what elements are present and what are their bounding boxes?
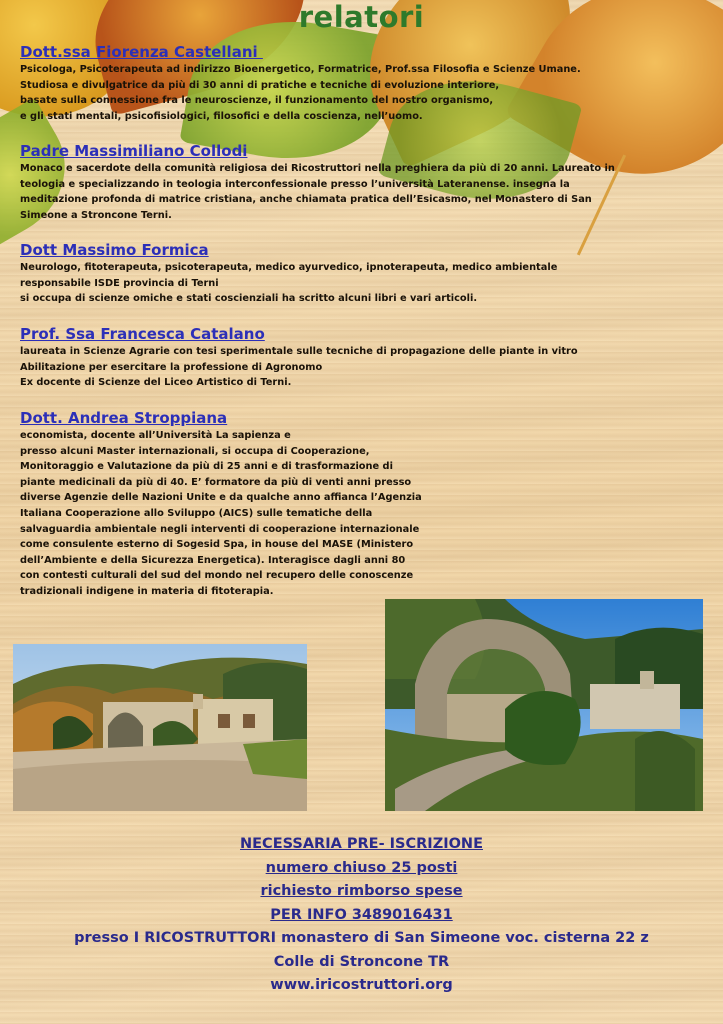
speaker-bio-line: e gli stati mentali, psicofisiologici, filosofici e della coscienza, nell’uomo. xyxy=(20,110,423,122)
info-phone: PER INFO 3489016431 xyxy=(270,906,453,923)
expense-reimbursement: richiesto rimborso spese xyxy=(260,883,463,899)
speaker-bio-line: tradizionali indigene in materia di fitoterapia. xyxy=(20,585,274,597)
speaker-bio-line: Neurologo, fitoterapeuta, psicoterapeuta, medico ayurvedico, ipnoterapeuta, medico ambientale xyxy=(20,262,558,273)
venue-address: presso I RICOSTRUTTORI monastero di San Simeone voc. cisterna 22 z xyxy=(74,930,649,946)
speaker-catalano xyxy=(20,324,578,391)
speaker-bio-line: diverse Agenzie delle Nazioni Unite e da qualche anno affianca l’Agenzia xyxy=(20,492,422,504)
speaker-bio-line: salvaguardia ambientale negli interventi di cooperazione internazionale xyxy=(20,523,420,535)
speaker-bio-line: Ex docente di Scienze del Liceo Artistico di Terni. xyxy=(20,377,292,389)
speaker-bio-line: basate sulla connessione fra le neuroscienze, il funzionamento del nostro organismo, xyxy=(20,95,494,107)
stone-arch-photo-right xyxy=(385,599,703,811)
venue-locality: Colle di Stroncone TR xyxy=(273,953,450,970)
speaker-bio-line: Simeone a Stroncone Terni. xyxy=(20,209,172,221)
speaker-bio-line: Monitoraggio e Valutazione da più di 25 anni e di trasformazione di xyxy=(20,461,393,473)
speaker-stroppiana xyxy=(20,408,422,600)
speaker-bio-line: dell’Ambiente e della Sicurezza Energetica). Interagisce dagli anni 80 xyxy=(20,554,406,566)
page-title: relatori xyxy=(298,0,425,34)
speaker-bio-line: piante medicinali da più di 40. E’ formatore da più di venti anni presso xyxy=(20,476,412,488)
registration-required: NECESSARIA PRE- ISCRIZIONE xyxy=(240,836,483,852)
speaker-bio-line: Psicologa, Psicoterapeuta ad indirizzo Bioenergetico, Formatrice, Prof.ssa Filosofia e Scienze Umane. xyxy=(20,64,581,75)
registration-info xyxy=(0,833,723,998)
speaker-bio-line: responsabile ISDE provincia di Terni xyxy=(20,277,219,289)
speaker-bio-line: si occupa di scienze omiche e stati coscienziali ha scritto alcuni libri e vari articoli. xyxy=(20,293,478,305)
speaker-bio-line: Studiosa e divulgatrice da più di 30 anni di pratiche e tecniche di evoluzione interiore, xyxy=(20,79,500,91)
speaker-formica xyxy=(20,240,557,307)
limited-seats: numero chiuso 25 posti xyxy=(265,859,458,876)
speaker-bio-line: presso alcuni Master internazionali, si occupa di Cooperazione, xyxy=(20,445,370,457)
speaker-bio-line: economista, docente all’Università La sapienza e xyxy=(20,430,291,441)
speaker-castellani xyxy=(20,42,581,124)
speaker-collodi xyxy=(20,141,615,223)
speaker-bio-line: come consulente esterno di Sogesid Spa, in house del MASE (Ministero xyxy=(20,539,414,551)
speaker-bio-line: con contesti culturali del sud del mondo nel recupero delle conoscenze xyxy=(20,570,414,582)
speaker-name: Dott Massimo Formica xyxy=(20,241,209,259)
speaker-bio-line: teologia e specializzando in teologia interconfessionale presso l’università Lateranense. insegna la xyxy=(20,178,570,190)
speaker-name: Dott.ssa Fiorenza Castellani xyxy=(20,43,263,61)
speaker-bio-line: Abilitazione per esercitare la professione di Agronomo xyxy=(20,361,323,373)
monastery-photo-left xyxy=(13,644,307,811)
speaker-bio-line: Monaco e sacerdote della comunità religiosa dei Ricostruttori nella preghiera da più di 20 anni. Laureato in xyxy=(20,163,615,174)
speaker-name: Padre Massimiliano Collodi xyxy=(20,142,248,160)
speaker-bio-line: meditazione profonda di matrice cristiana, anche chiamata pratica dell’Esicasmo, nel Monastero di San xyxy=(20,194,592,206)
speaker-name: Prof. Ssa Francesca Catalano xyxy=(20,325,265,343)
website-link[interactable]: www.iricostruttori.org xyxy=(270,977,453,993)
speaker-bio-line: Italiana Cooperazione allo Sviluppo (AICS) sulle tematiche della xyxy=(20,507,373,519)
speaker-bio-line: laureata in Scienze Agrarie con tesi sperimentale sulle tecniche di propagazione delle piante in vitro xyxy=(20,346,578,357)
speaker-name: Dott. Andrea Stroppiana xyxy=(20,409,228,427)
